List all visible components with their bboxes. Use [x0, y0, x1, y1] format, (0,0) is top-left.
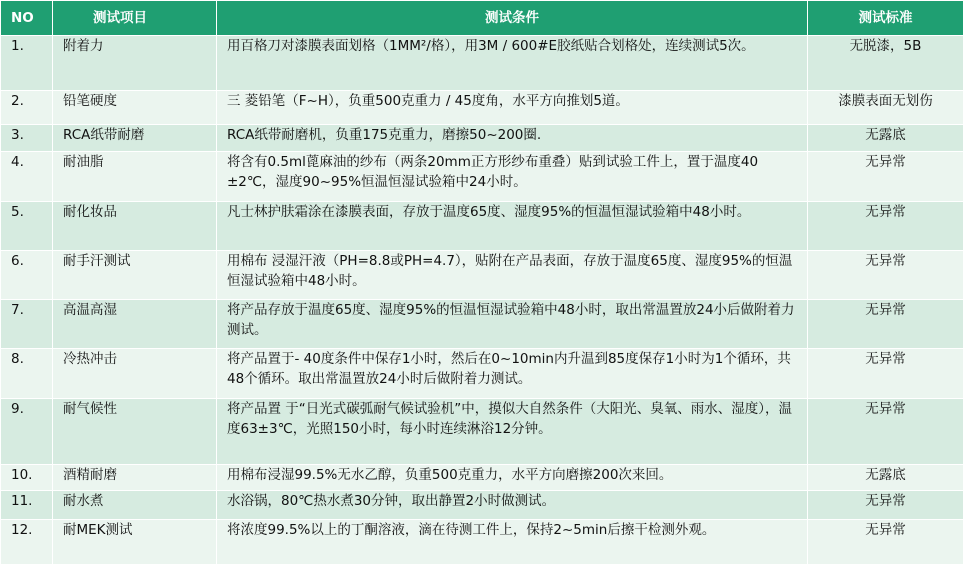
- row-condition: 用棉布 浸湿汗液（PH=8.8或PH=4.7），贴附在产品表面，存放于温度65度、湿度95%的恒温恒湿试验箱中48小时。: [217, 251, 808, 300]
- table-row: [1, 251, 963, 300]
- row-condition: 将含有0.5ml蓖麻油的纱布（两条20mm正方形纱布重叠）贴到试验工件上，置于温度40±2℃，湿度90~95%恒温恒湿试验箱中24小时。: [217, 152, 808, 202]
- row-standard: 无脱漆，5B: [808, 36, 963, 91]
- row-standard: 无异常: [808, 491, 963, 520]
- header-condition: 测试条件: [217, 1, 808, 36]
- header-standard: 测试标准: [808, 1, 963, 36]
- row-no: 9.: [1, 399, 53, 465]
- header-no: NO: [1, 1, 53, 36]
- table-row: [1, 491, 963, 520]
- row-standard: 无露底: [808, 465, 963, 491]
- row-no: 12.: [1, 520, 53, 565]
- row-no: 10.: [1, 465, 53, 491]
- row-item: 耐手汗测试: [53, 251, 217, 300]
- row-condition: 将产品置于- 40度条件中保存1小时，然后在0~10min内升温到85度保存1小时为1个循环，共48个循环。取出常温置放24小时后做附着力测试。: [217, 349, 808, 399]
- row-no: 5.: [1, 202, 53, 251]
- header-row: [1, 1, 963, 36]
- table-row: [1, 399, 963, 465]
- row-item: 高温高湿: [53, 300, 217, 349]
- row-item: 耐油脂: [53, 152, 217, 202]
- row-no: 3.: [1, 125, 53, 152]
- row-standard: 无异常: [808, 251, 963, 300]
- row-standard: 无露底: [808, 125, 963, 152]
- table-row: [1, 465, 963, 491]
- table-row: [1, 520, 963, 565]
- row-no: 1.: [1, 36, 53, 91]
- table-row: [1, 125, 963, 152]
- table-row: [1, 349, 963, 399]
- row-condition: 用棉布浸湿99.5%无水乙醇，负重500克重力，水平方向磨擦200次来回。: [217, 465, 808, 491]
- row-condition: 将浓度99.5%以上的丁酮溶液，滴在待测工件上，保持2~5min后擦干检测外观。: [217, 520, 808, 565]
- row-item: 耐水煮: [53, 491, 217, 520]
- row-no: 2.: [1, 91, 53, 125]
- row-no: 8.: [1, 349, 53, 399]
- row-standard: 漆膜表面无划伤: [808, 91, 963, 125]
- row-no: 11.: [1, 491, 53, 520]
- row-item: 耐MEK测试: [53, 520, 217, 565]
- row-condition: 用百格刀对漆膜表面划格（1MM²/格），用3M / 600#E胶纸贴合划格处，连续测试5次。: [217, 36, 808, 91]
- row-standard: 无异常: [808, 202, 963, 251]
- row-condition: 水浴锅，80℃热水煮30分钟，取出静置2小时做测试。: [217, 491, 808, 520]
- row-condition: 凡士林护肤霜涂在漆膜表面，存放于温度65度、湿度95%的恒温恒湿试验箱中48小时。: [217, 202, 808, 251]
- table-row: [1, 152, 963, 202]
- row-standard: 无异常: [808, 349, 963, 399]
- row-standard: 无异常: [808, 300, 963, 349]
- row-no: 4.: [1, 152, 53, 202]
- row-no: 7.: [1, 300, 53, 349]
- row-condition: RCA纸带耐磨机，负重175克重力，磨擦50~200圈.: [217, 125, 808, 152]
- row-standard: 无异常: [808, 152, 963, 202]
- row-item: 酒精耐磨: [53, 465, 217, 491]
- table-row: [1, 300, 963, 349]
- row-condition: 三 菱铅笔（F~H），负重500克重力 / 45度角，水平方向推划5道。: [217, 91, 808, 125]
- row-condition: 将产品存放于温度65度、湿度95%的恒温恒湿试验箱中48小时，取出常温置放24小后做附着力测试。: [217, 300, 808, 349]
- table-row: [1, 36, 963, 91]
- row-item: 耐气候性: [53, 399, 217, 465]
- header-item: 测试项目: [53, 1, 217, 36]
- row-item: 耐化妆品: [53, 202, 217, 251]
- table-row: [1, 91, 963, 125]
- row-item: 铅笔硬度: [53, 91, 217, 125]
- table-row: [1, 202, 963, 251]
- row-item: 附着力: [53, 36, 217, 91]
- row-standard: 无异常: [808, 399, 963, 465]
- row-item: RCA纸带耐磨: [53, 125, 217, 152]
- row-item: 冷热冲击: [53, 349, 217, 399]
- row-no: 6.: [1, 251, 53, 300]
- row-standard: 无异常: [808, 520, 963, 565]
- row-condition: 将产品置 于“日光式碳弧耐气候试验机”中，摸似大自然条件（大阳光、臭氧、雨水、湿度），温度63±3℃，光照150小时，每小时连续淋浴12分钟。: [217, 399, 808, 465]
